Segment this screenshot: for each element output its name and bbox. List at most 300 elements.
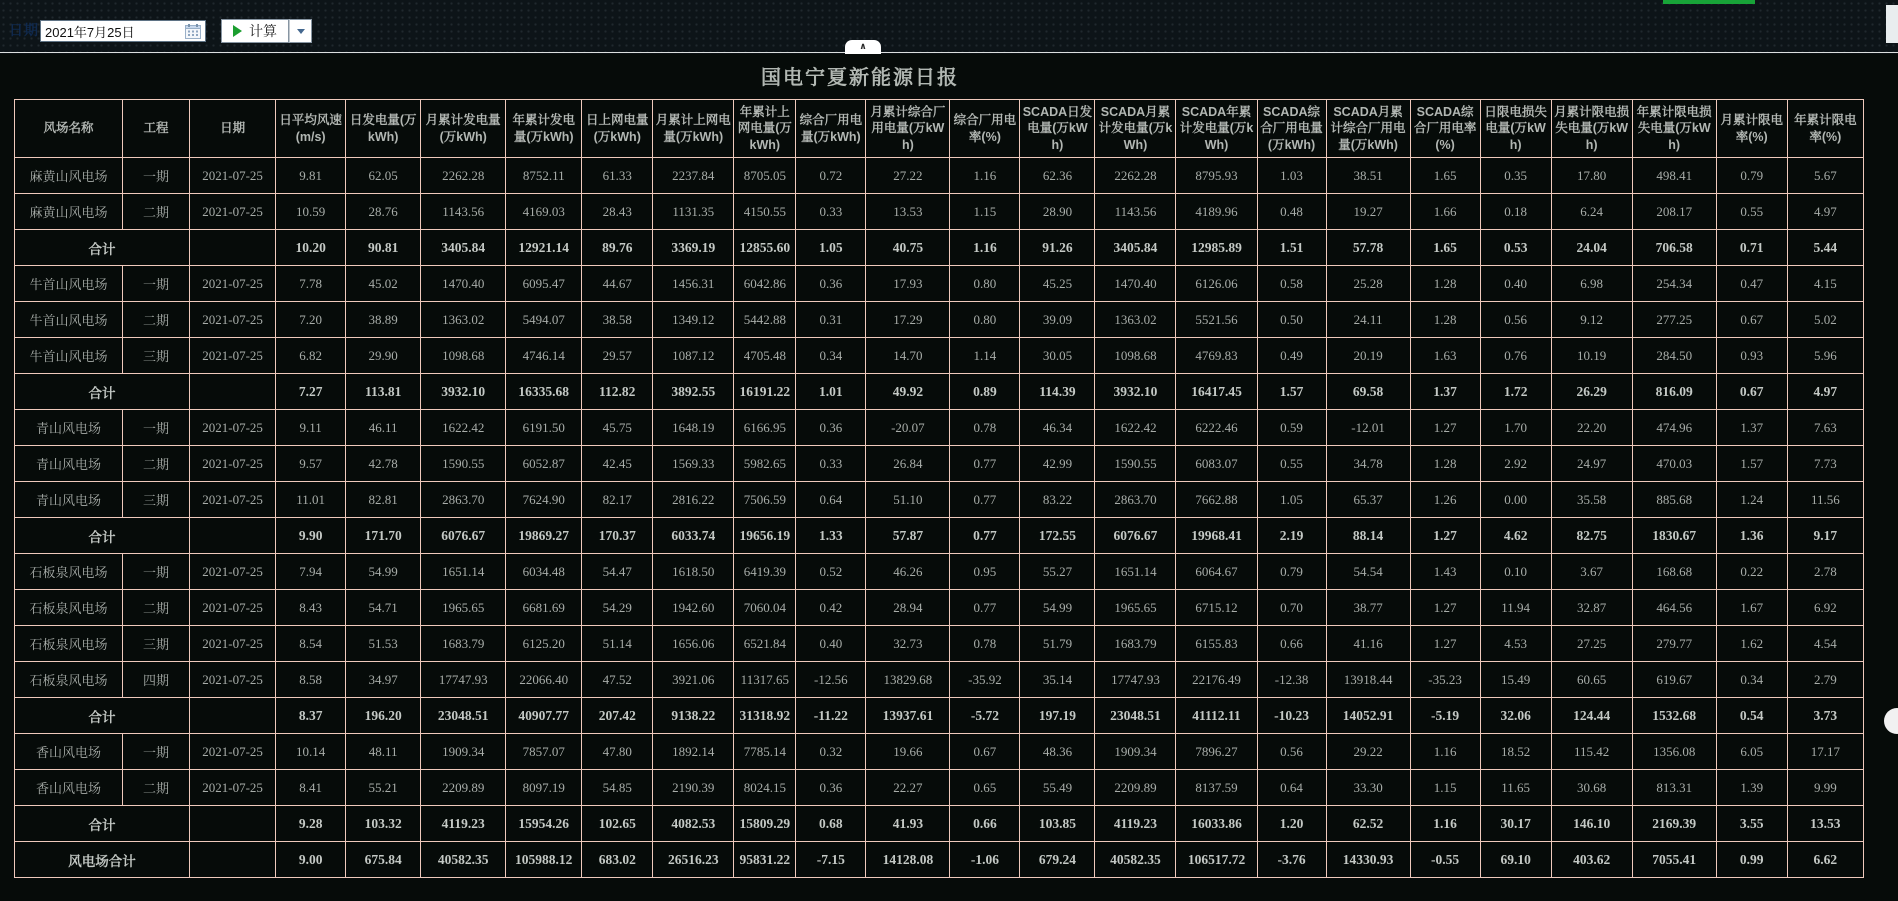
value-cell: 2262.28 [421, 158, 506, 194]
value-cell: 48.36 [1020, 734, 1095, 770]
value-cell: 0.77 [950, 518, 1020, 554]
value-cell: 816.09 [1632, 374, 1716, 410]
phase-cell: 三期 [123, 338, 190, 374]
value-cell: -5.72 [950, 698, 1020, 734]
column-header: SCADA综合厂用电率(%) [1410, 100, 1480, 158]
value-cell: 4082.53 [653, 806, 734, 842]
farm-name-cell: 麻黄山风电场 [15, 194, 123, 230]
value-cell: -12.56 [796, 662, 866, 698]
value-cell: 24.97 [1551, 446, 1632, 482]
value-cell: 0.55 [1257, 446, 1326, 482]
value-cell: 813.31 [1632, 770, 1716, 806]
value-cell: 0.34 [1716, 662, 1787, 698]
value-cell: 0.78 [950, 626, 1020, 662]
value-cell: 6.92 [1787, 590, 1863, 626]
value-cell: 171.70 [346, 518, 421, 554]
value-cell: 0.22 [1716, 554, 1787, 590]
date-cell: 2021-07-25 [190, 158, 276, 194]
value-cell: -20.07 [866, 410, 950, 446]
value-cell: 3.73 [1787, 698, 1863, 734]
date-cell: 2021-07-25 [190, 590, 276, 626]
grandtotal-row [15, 842, 1864, 878]
value-cell: 2863.70 [1095, 482, 1176, 518]
value-cell: 0.56 [1257, 734, 1326, 770]
value-cell: 22066.40 [506, 662, 582, 698]
value-cell: 113.81 [346, 374, 421, 410]
phase-cell: 二期 [123, 194, 190, 230]
value-cell: 82.17 [582, 482, 653, 518]
value-cell: 0.36 [796, 770, 866, 806]
value-cell: 15.49 [1480, 662, 1551, 698]
value-cell: 95831.22 [734, 842, 796, 878]
value-cell: 0.67 [950, 734, 1020, 770]
value-cell: -5.19 [1410, 698, 1480, 734]
value-cell: -35.92 [950, 662, 1020, 698]
value-cell: 679.24 [1020, 842, 1095, 878]
value-cell: 14.70 [866, 338, 950, 374]
value-cell: 1363.02 [421, 302, 506, 338]
value-cell: 22.27 [866, 770, 950, 806]
phase-cell: 二期 [123, 446, 190, 482]
value-cell: 82.81 [346, 482, 421, 518]
value-cell: 1.14 [950, 338, 1020, 374]
value-cell: 103.85 [1020, 806, 1095, 842]
value-cell: 26516.23 [653, 842, 734, 878]
value-cell: 168.68 [1632, 554, 1716, 590]
value-cell: 3892.55 [653, 374, 734, 410]
table-row [15, 338, 1864, 374]
farm-name-cell: 牛首山风电场 [15, 302, 123, 338]
value-cell: -7.15 [796, 842, 866, 878]
value-cell: 254.34 [1632, 266, 1716, 302]
value-cell: 8137.59 [1176, 770, 1257, 806]
value-cell: -0.55 [1410, 842, 1480, 878]
value-cell: 7.78 [276, 266, 346, 302]
value-cell: 5982.65 [734, 446, 796, 482]
table-row [15, 158, 1864, 194]
total-label-cell: 合计 [15, 518, 190, 554]
value-cell: 4.15 [1787, 266, 1863, 302]
value-cell: 54.99 [1020, 590, 1095, 626]
value-cell: 41.16 [1326, 626, 1410, 662]
value-cell: 1456.31 [653, 266, 734, 302]
value-cell: 83.22 [1020, 482, 1095, 518]
value-cell: 0.76 [1480, 338, 1551, 374]
column-header: 日限电损失电量(万kWh) [1480, 100, 1551, 158]
table-row [15, 266, 1864, 302]
calendar-icon[interactable] [185, 24, 201, 39]
value-cell: 51.79 [1020, 626, 1095, 662]
value-cell: 0.80 [950, 266, 1020, 302]
value-cell: 1892.14 [653, 734, 734, 770]
value-cell: 0.66 [950, 806, 1020, 842]
value-cell: 0.40 [1480, 266, 1551, 302]
value-cell: 9.99 [1787, 770, 1863, 806]
value-cell: 6.62 [1787, 842, 1863, 878]
value-cell: 3921.06 [653, 662, 734, 698]
value-cell: 13.53 [866, 194, 950, 230]
value-cell: 10.14 [276, 734, 346, 770]
value-cell: 28.90 [1020, 194, 1095, 230]
value-cell: 0.67 [1716, 302, 1787, 338]
table-row [15, 446, 1864, 482]
value-cell: 1098.68 [1095, 338, 1176, 374]
toolbar [0, 0, 1898, 53]
value-cell: 1.27 [1410, 590, 1480, 626]
value-cell: 112.82 [582, 374, 653, 410]
value-cell: 65.37 [1326, 482, 1410, 518]
value-cell: 19.66 [866, 734, 950, 770]
column-header: 风场名称 [15, 100, 123, 158]
value-cell: 47.80 [582, 734, 653, 770]
table-row [15, 194, 1864, 230]
value-cell: 45.25 [1020, 266, 1095, 302]
value-cell: 2.19 [1257, 518, 1326, 554]
value-cell: 474.96 [1632, 410, 1716, 446]
value-cell: 2863.70 [421, 482, 506, 518]
value-cell: 69.58 [1326, 374, 1410, 410]
value-cell: 51.14 [582, 626, 653, 662]
table-row [15, 410, 1864, 446]
value-cell: 7857.07 [506, 734, 582, 770]
calculate-button-label: 计算 [249, 23, 277, 39]
value-cell: 40907.77 [506, 698, 582, 734]
value-cell: 46.34 [1020, 410, 1095, 446]
value-cell: 1618.50 [653, 554, 734, 590]
value-cell: 0.79 [1716, 158, 1787, 194]
farm-name-cell: 石板泉风电场 [15, 554, 123, 590]
value-cell: 4150.55 [734, 194, 796, 230]
value-cell: 196.20 [346, 698, 421, 734]
value-cell: 1909.34 [421, 734, 506, 770]
value-cell: 2209.89 [421, 770, 506, 806]
value-cell: 4705.48 [734, 338, 796, 374]
value-cell: 1.63 [1410, 338, 1480, 374]
value-cell: 7055.41 [1632, 842, 1716, 878]
top-right-white-strip [1886, 5, 1898, 43]
value-cell: 6.24 [1551, 194, 1632, 230]
value-cell: 12985.89 [1176, 230, 1257, 266]
phase-cell: 一期 [123, 734, 190, 770]
calculate-button[interactable] [221, 19, 289, 43]
subtotal-row [15, 806, 1864, 842]
value-cell: 0.58 [1257, 266, 1326, 302]
value-cell: 49.92 [866, 374, 950, 410]
date-cell [190, 842, 276, 878]
date-cell [190, 698, 276, 734]
collapse-tab[interactable] [845, 40, 881, 54]
value-cell: 105988.12 [506, 842, 582, 878]
value-cell: 7662.88 [1176, 482, 1257, 518]
value-cell: 115.42 [1551, 734, 1632, 770]
value-cell: 1.57 [1257, 374, 1326, 410]
value-cell: 0.32 [796, 734, 866, 770]
value-cell: 0.33 [796, 446, 866, 482]
value-cell: 8.43 [276, 590, 346, 626]
value-cell: 20.19 [1326, 338, 1410, 374]
value-cell: 1.66 [1410, 194, 1480, 230]
value-cell: 1470.40 [421, 266, 506, 302]
value-cell: 29.22 [1326, 734, 1410, 770]
value-cell: 1.27 [1410, 410, 1480, 446]
value-cell: 1590.55 [421, 446, 506, 482]
farm-name-cell: 牛首山风电场 [15, 338, 123, 374]
value-cell: 1.24 [1716, 482, 1787, 518]
value-cell: 48.11 [346, 734, 421, 770]
value-cell: 19968.41 [1176, 518, 1257, 554]
value-cell: 6076.67 [1095, 518, 1176, 554]
value-cell: 23048.51 [421, 698, 506, 734]
value-cell: 284.50 [1632, 338, 1716, 374]
value-cell: 0.56 [1480, 302, 1551, 338]
value-cell: 82.75 [1551, 518, 1632, 554]
value-cell: 1651.14 [421, 554, 506, 590]
value-cell: 5521.56 [1176, 302, 1257, 338]
value-cell: 0.71 [1716, 230, 1787, 266]
value-cell: 16335.68 [506, 374, 582, 410]
value-cell: 1143.56 [421, 194, 506, 230]
value-cell: 1.28 [1410, 302, 1480, 338]
value-cell: 1830.67 [1632, 518, 1716, 554]
chevron-down-icon [297, 29, 305, 34]
value-cell: 7060.04 [734, 590, 796, 626]
value-cell: 3405.84 [1095, 230, 1176, 266]
value-cell: 6076.67 [421, 518, 506, 554]
value-cell: 1651.14 [1095, 554, 1176, 590]
date-cell [190, 806, 276, 842]
value-cell: 0.54 [1716, 698, 1787, 734]
value-cell: 9.28 [276, 806, 346, 842]
value-cell: 1.36 [1716, 518, 1787, 554]
value-cell: 12855.60 [734, 230, 796, 266]
value-cell: 0.33 [796, 194, 866, 230]
value-cell: 16417.45 [1176, 374, 1257, 410]
value-cell: 0.52 [796, 554, 866, 590]
value-cell: 13918.44 [1326, 662, 1410, 698]
date-cell: 2021-07-25 [190, 446, 276, 482]
value-cell: 2237.84 [653, 158, 734, 194]
column-header: 月累计限电率(%) [1716, 100, 1787, 158]
date-cell: 2021-07-25 [190, 554, 276, 590]
value-cell: 1131.35 [653, 194, 734, 230]
value-cell: 28.43 [582, 194, 653, 230]
value-cell: 1.65 [1410, 158, 1480, 194]
value-cell: 1.62 [1716, 626, 1787, 662]
value-cell: 10.59 [276, 194, 346, 230]
value-cell: 6052.87 [506, 446, 582, 482]
value-cell: 0.65 [950, 770, 1020, 806]
value-cell: 35.58 [1551, 482, 1632, 518]
value-cell: 1656.06 [653, 626, 734, 662]
value-cell: 6419.39 [734, 554, 796, 590]
date-cell: 2021-07-25 [190, 734, 276, 770]
value-cell: 19.27 [1326, 194, 1410, 230]
value-cell: 1622.42 [421, 410, 506, 446]
value-cell: 1.16 [1410, 806, 1480, 842]
value-cell: 0.80 [950, 302, 1020, 338]
value-cell: 279.77 [1632, 626, 1716, 662]
value-cell: 1.15 [950, 194, 1020, 230]
subtotal-row [15, 698, 1864, 734]
value-cell: 0.77 [950, 482, 1020, 518]
column-header: 月累计发电量(万kWh) [421, 100, 506, 158]
value-cell: 0.31 [796, 302, 866, 338]
date-cell: 2021-07-25 [190, 770, 276, 806]
value-cell: 89.76 [582, 230, 653, 266]
value-cell: 57.78 [1326, 230, 1410, 266]
value-cell: 1590.55 [1095, 446, 1176, 482]
value-cell: 7.63 [1787, 410, 1863, 446]
value-cell: 39.09 [1020, 302, 1095, 338]
farm-name-cell: 香山风电场 [15, 734, 123, 770]
farm-name-cell: 青山风电场 [15, 410, 123, 446]
value-cell: 17.93 [866, 266, 950, 302]
value-cell: 33.30 [1326, 770, 1410, 806]
value-cell: 5.67 [1787, 158, 1863, 194]
value-cell: 1.70 [1480, 410, 1551, 446]
value-cell: 0.64 [1257, 770, 1326, 806]
value-cell: 12921.14 [506, 230, 582, 266]
value-cell: 1.28 [1410, 446, 1480, 482]
date-cell: 2021-07-25 [190, 662, 276, 698]
value-cell: 6.82 [276, 338, 346, 374]
value-cell: 6042.86 [734, 266, 796, 302]
column-header: SCADA月累计发电量(万kWh) [1095, 100, 1176, 158]
value-cell: 1356.08 [1632, 734, 1716, 770]
value-cell: 32.87 [1551, 590, 1632, 626]
value-cell: 7.73 [1787, 446, 1863, 482]
date-input[interactable] [40, 20, 206, 42]
subtotal-row [15, 518, 1864, 554]
value-cell: 4119.23 [1095, 806, 1176, 842]
value-cell: 45.75 [582, 410, 653, 446]
value-cell: 24.04 [1551, 230, 1632, 266]
value-cell: 1.03 [1257, 158, 1326, 194]
column-header: 年累计发电量(万kWh) [506, 100, 582, 158]
value-cell: 6166.95 [734, 410, 796, 446]
value-cell: 9.17 [1787, 518, 1863, 554]
value-cell: 29.90 [346, 338, 421, 374]
column-header: 日平均风速(m/s) [276, 100, 346, 158]
value-cell: 88.14 [1326, 518, 1410, 554]
value-cell: 0.18 [1480, 194, 1551, 230]
value-cell: 19656.19 [734, 518, 796, 554]
value-cell: 24.11 [1326, 302, 1410, 338]
value-cell: 0.47 [1716, 266, 1787, 302]
value-cell: 6681.69 [506, 590, 582, 626]
value-cell: 8.54 [276, 626, 346, 662]
value-cell: 38.89 [346, 302, 421, 338]
value-cell: -1.06 [950, 842, 1020, 878]
table-row [15, 302, 1864, 338]
value-cell: 5494.07 [506, 302, 582, 338]
value-cell: 2.92 [1480, 446, 1551, 482]
value-cell: 22.20 [1551, 410, 1632, 446]
value-cell: 1.20 [1257, 806, 1326, 842]
value-cell: 8705.05 [734, 158, 796, 194]
value-cell: 6126.06 [1176, 266, 1257, 302]
value-cell: 7.27 [276, 374, 346, 410]
value-cell: 40582.35 [421, 842, 506, 878]
value-cell: 0.36 [796, 410, 866, 446]
date-cell: 2021-07-25 [190, 626, 276, 662]
value-cell: 0.68 [796, 806, 866, 842]
value-cell: 10.20 [276, 230, 346, 266]
value-cell: 29.57 [582, 338, 653, 374]
column-header: SCADA年累计发电量(万kWh) [1176, 100, 1257, 158]
value-cell: 8097.19 [506, 770, 582, 806]
farm-name-cell: 石板泉风电场 [15, 626, 123, 662]
value-cell: 0.59 [1257, 410, 1326, 446]
value-cell: 6222.46 [1176, 410, 1257, 446]
value-cell: 32.06 [1480, 698, 1551, 734]
report-panel [0, 54, 1898, 901]
value-cell: 61.33 [582, 158, 653, 194]
value-cell: 3405.84 [421, 230, 506, 266]
value-cell: 4.62 [1480, 518, 1551, 554]
value-cell: 41.93 [866, 806, 950, 842]
value-cell: 0.99 [1716, 842, 1787, 878]
value-cell: 9.90 [276, 518, 346, 554]
value-cell: 0.55 [1716, 194, 1787, 230]
value-cell: 1143.56 [1095, 194, 1176, 230]
value-cell: 6155.83 [1176, 626, 1257, 662]
value-cell: 4.97 [1787, 374, 1863, 410]
value-cell: 8.58 [276, 662, 346, 698]
value-cell: 44.67 [582, 266, 653, 302]
value-cell: 19869.27 [506, 518, 582, 554]
value-cell: -11.22 [796, 698, 866, 734]
value-cell: 30.17 [1480, 806, 1551, 842]
value-cell: 54.99 [346, 554, 421, 590]
value-cell: 38.58 [582, 302, 653, 338]
value-cell: 207.42 [582, 698, 653, 734]
value-cell: 7896.27 [1176, 734, 1257, 770]
value-cell: 1.05 [1257, 482, 1326, 518]
value-cell: 28.94 [866, 590, 950, 626]
value-cell: 0.34 [796, 338, 866, 374]
value-cell: 1909.34 [1095, 734, 1176, 770]
value-cell: 55.27 [1020, 554, 1095, 590]
calculate-button-group [221, 19, 312, 43]
value-cell: 2209.89 [1095, 770, 1176, 806]
value-cell: 4119.23 [421, 806, 506, 842]
value-cell: 1.26 [1410, 482, 1480, 518]
value-cell: 1965.65 [1095, 590, 1176, 626]
value-cell: 14052.91 [1326, 698, 1410, 734]
value-cell: 34.78 [1326, 446, 1410, 482]
value-cell: 4169.03 [506, 194, 582, 230]
value-cell: 40.75 [866, 230, 950, 266]
value-cell: 7.94 [276, 554, 346, 590]
value-cell: 45.02 [346, 266, 421, 302]
column-header: 综合厂用电率(%) [950, 100, 1020, 158]
value-cell: 3.55 [1716, 806, 1787, 842]
value-cell: 23048.51 [1095, 698, 1176, 734]
calculate-dropdown-button[interactable] [289, 19, 312, 43]
value-cell: 57.87 [866, 518, 950, 554]
value-cell: 170.37 [582, 518, 653, 554]
value-cell: 0.78 [950, 410, 1020, 446]
play-icon [233, 25, 242, 37]
value-cell: 2816.22 [653, 482, 734, 518]
value-cell: 0.66 [1257, 626, 1326, 662]
value-cell: 6715.12 [1176, 590, 1257, 626]
phase-cell: 三期 [123, 482, 190, 518]
value-cell: 7.20 [276, 302, 346, 338]
value-cell: 38.77 [1326, 590, 1410, 626]
value-cell: 13829.68 [866, 662, 950, 698]
